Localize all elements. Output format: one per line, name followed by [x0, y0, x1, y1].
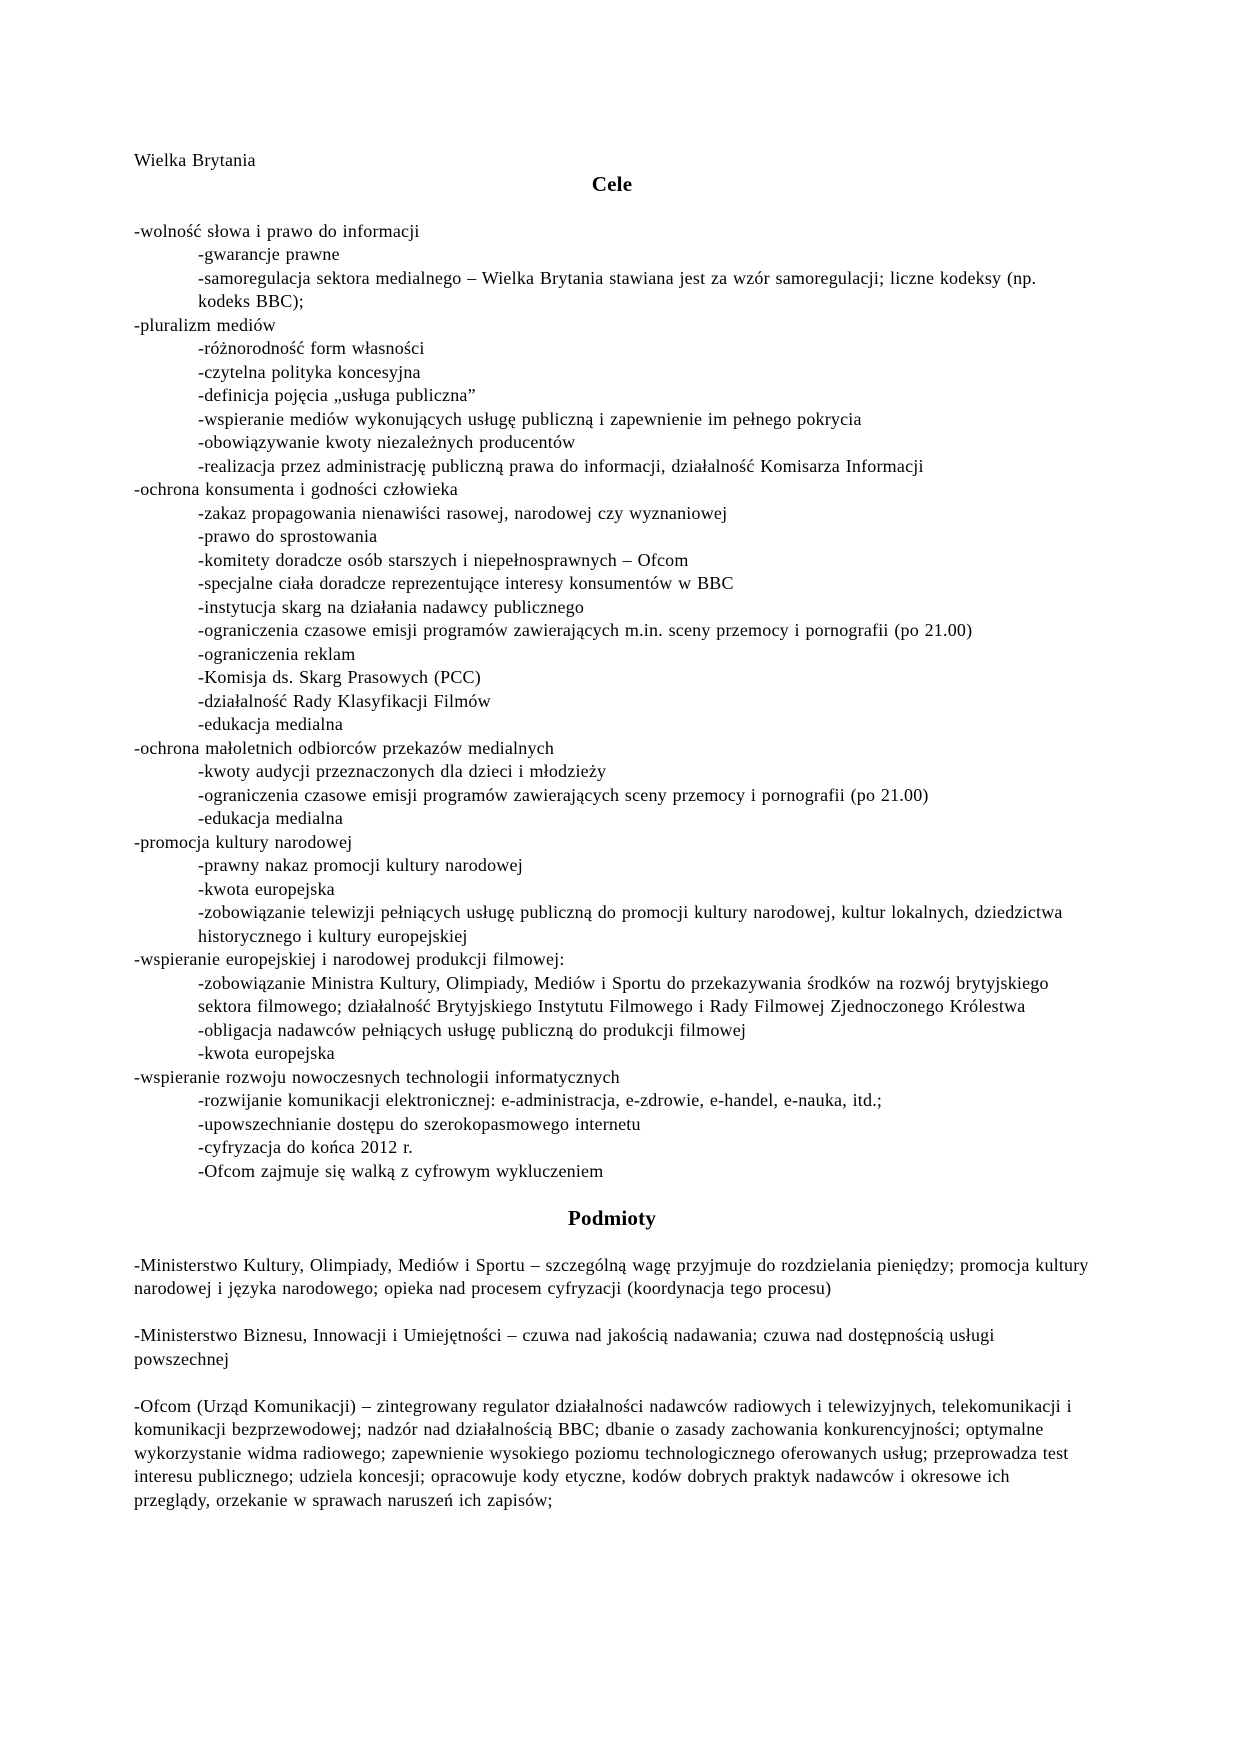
list-item: -czytelna polityka koncesyjna [198, 361, 421, 382]
list-item: -specjalne ciała doradcze reprezentujące interesy konsumentów w BBC [198, 573, 734, 593]
podmioty-paragraph: -Ofcom (Urząd Komunikacji) – zintegrowany regulator działalności nadawców radiowych i telewizyjnych, telekomunikacji i komunikacji bezprzewodowej; nadzór nad działalnością BBC; dbanie o zasady zachowania konkurencyjności; optymalne wykorzystanie widma radiowego; zapewnienie wysokiego poziomu technologicznego oferowanych usług; przeprowadza test interesu publicznego; udziela koncesji; opracowuje kody etyczne, kodów dobrych praktyk nadawców i okresowe ich przeglądy, orzekanie w sprawach naruszeń ich zapisów; [134, 1395, 1072, 1510]
section-heading-cele: Cele [591, 171, 633, 196]
list-item: -pluralizm mediów [134, 314, 276, 335]
list-item: -samoregulacja sektora medialnego – Wielka Brytania stawiana jest za wzór samoregulacji; liczne kodeksy (np. kodeks BBC); [198, 267, 1037, 311]
list-item: -edukacja medialna [198, 714, 344, 734]
list-item: -zakaz propagowania nienawiści rasowej, narodowej czy wyznaniowej [198, 502, 728, 523]
list-item: -ograniczenia reklam [198, 643, 356, 664]
list-item: -gwarancje prawne [198, 244, 340, 264]
list-item: -zobowiązanie Ministra Kultury, Olimpiady, Mediów i Sportu do przekazywania środków na rozwój brytyjskiego sektora filmowego; działalność Brytyjskiego Instytutu Filmowego i Rady Filmowej Zjednoczonego Królestwa [198, 972, 1049, 1016]
list-item: -upowszechnianie dostępu do szerokopasmowego internetu [198, 1113, 641, 1134]
section-heading-podmioty: Podmioty [567, 1205, 657, 1230]
podmioty-paragraph: -Ministerstwo Biznesu, Innowacji i Umiejętności – czuwa nad jakością nadawania; czuwa nad dostępnością usługi powszechnej [134, 1325, 995, 1369]
list-item: -edukacja medialna [198, 808, 344, 828]
list-item: -cyfryzacja do końca 2012 r. [198, 1137, 414, 1157]
list-item: -prawny nakaz promocji kultury narodowej [198, 855, 523, 875]
country-header-text: Wielka Brytania [134, 150, 256, 170]
list-item: -komitety doradcze osób starszych i niepełnosprawnych – Ofcom [198, 549, 689, 570]
list-item: -działalność Rady Klasyfikacji Filmów [198, 690, 491, 711]
list-item: -wolność słowa i prawo do informacji [134, 220, 420, 241]
list-item: -Ofcom zajmuje się walką z cyfrowym wykluczeniem [198, 1160, 604, 1181]
list-item: -ochrona małoletnich odbiorców przekazów medialnych [134, 737, 555, 758]
cele-list [134, 220, 1090, 1184]
list-item: -instytucja skarg na działania nadawcy publicznego [198, 596, 585, 617]
list-item: -zobowiązanie telewizji pełniących usługę publiczną do promocji kultury narodowej, kultur lokalnych, dziedzictwa historycznego i kultury europejskiej [198, 902, 1063, 946]
list-item: -definicja pojęcia „usługa publiczna” [198, 385, 476, 405]
podmioty-paragraph: -Ministerstwo Kultury, Olimpiady, Mediów i Sportu – szczególną wagę przyjmuje do rozdzielania pieniędzy; promocja kultury narodowej i języka narodowego; opieka nad procesem cyfryzacji (koordynacja tego procesu) [134, 1254, 1089, 1298]
document-country-header [134, 149, 1090, 173]
podmioty-list [134, 1254, 1090, 1513]
list-item: -kwota europejska [198, 1043, 335, 1063]
list-item: -kwota europejska [198, 878, 335, 899]
list-item: -realizacja przez administrację publiczną prawa do informacji, działalność Komisarza Informacji [198, 455, 924, 476]
list-item: -promocja kultury narodowej [134, 831, 353, 852]
list-item: -Komisja ds. Skarg Prasowych (PCC) [198, 667, 481, 687]
list-item: -rozwijanie komunikacji elektronicznej: e-administracja, e-zdrowie, e-handel, e-nauka, itd.; [198, 1090, 883, 1110]
list-item: -obligacja nadawców pełniących usługę publiczną do produkcji filmowej [198, 1019, 747, 1040]
list-item: -kwoty audycji przeznaczonych dla dzieci i młodzieży [198, 761, 607, 781]
list-item: -obowiązywanie kwoty niezależnych producentów [198, 432, 576, 452]
list-item: -ochrona konsumenta i godności człowieka [134, 479, 458, 499]
list-item: -ograniczenia czasowe emisji programów zawierających sceny przemocy i pornografii (po 21.00) [198, 784, 929, 805]
list-item: -wspieranie europejskiej i narodowej produkcji filmowej: [134, 949, 565, 969]
list-item: -różnorodność form własności [198, 338, 425, 358]
list-item: -ograniczenia czasowe emisji programów zawierających m.in. sceny przemocy i pornografii (po 21.00) [198, 620, 973, 640]
list-item: -prawo do sprostowania [198, 526, 378, 546]
list-item: -wspieranie rozwoju nowoczesnych technologii informatycznych [134, 1066, 620, 1087]
list-item: -wspieranie mediów wykonujących usługę publiczną i zapewnienie im pełnego pokrycia [198, 408, 862, 429]
